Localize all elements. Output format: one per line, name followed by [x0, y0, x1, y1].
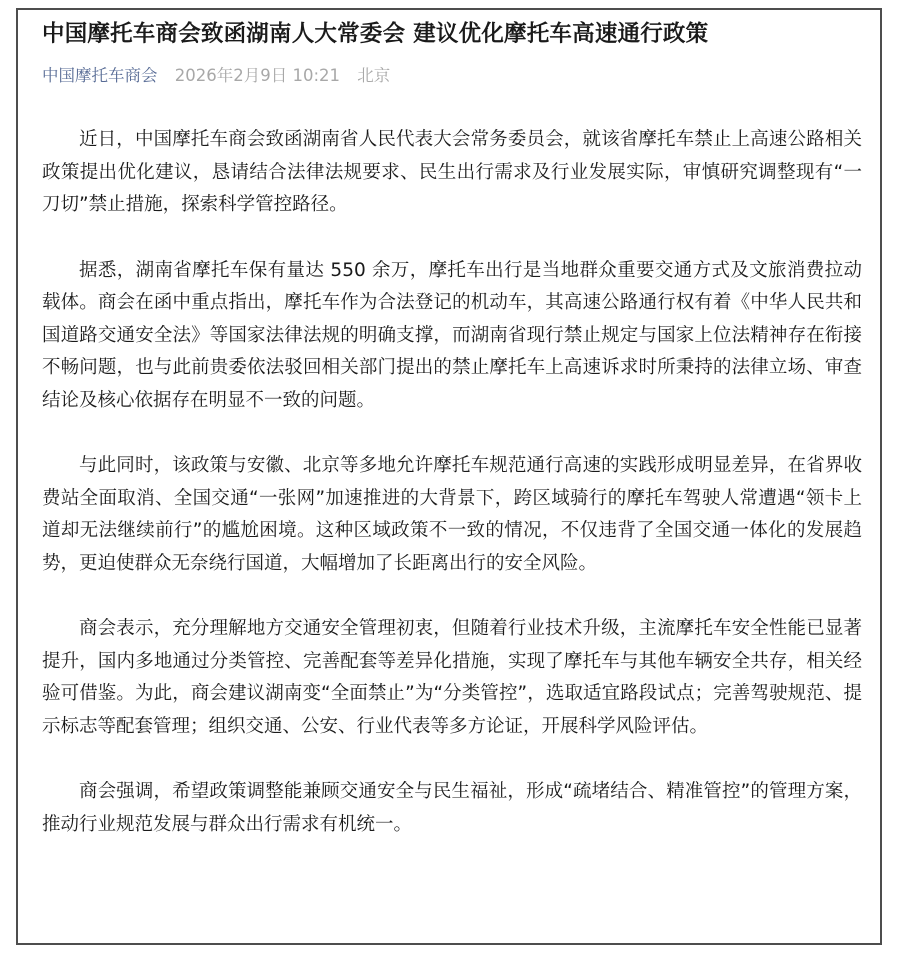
article-title: 中国摩托车商会致函湖南人大常委会 建议优化摩托车高速通行政策: [42, 21, 709, 47]
article-paragraph: 商会强调，希望政策调整能兼顾交通安全与民生福祉，形成“疏堵结合、精准管控”的管理方案，推动行业规范发展与群众出行需求有机统一。: [42, 781, 862, 835]
article-location: 北京: [357, 66, 391, 85]
article-meta: [42, 62, 862, 90]
article-paragraph: 商会表示，充分理解地方交通安全管理初衷，但随着行业技术升级，主流摩托车安全性能已显著提升，国内多地通过分类管控、完善配套等差异化措施，实现了摩托车与其他车辆安全共存，相关经验可借鉴。为此，商会建议湖南变“全面禁止”为“分类管控”，选取适宜路段试点；完善驾驶规范、提示标志等配套管理；组织交通、公安、行业代表等多方论证，开展科学风险评估。: [42, 618, 862, 737]
article-publish-time: 2026年2月9日 10:21: [174, 66, 341, 85]
article-frame: [16, 8, 882, 945]
article-paragraph: 近日，中国摩托车商会致函湖南省人民代表大会常务委员会，就该省摩托车禁止上高速公路相关政策提出优化建议，恳请结合法律法规要求、民生出行需求及行业发展实际，审慎研究调整现有“一刀切”禁止措施，探索科学管控路径。: [42, 129, 862, 215]
article-body: [42, 124, 862, 841]
article-source-link[interactable]: 中国摩托车商会: [42, 66, 158, 85]
article-paragraph: 与此同时，该政策与安徽、北京等多地允许摩托车规范通行高速的实践形成明显差异，在省界收费站全面取消、全国交通“一张网”加速推进的大背景下，跨区域骑行的摩托车驾驶人常遭遇“领卡上道却无法继续前行”的尴尬困境。这种区域政策不一致的情况，不仅违背了全国交通一体化的发展趋势，更迫使群众无奈绕行国道，大幅增加了长距离出行的安全风险。: [42, 455, 862, 574]
article-paragraph: 据悉，湖南省摩托车保有量达 550 余万，摩托车出行是当地群众重要交通方式及文旅消费拉动载体。商会在函中重点指出，摩托车作为合法登记的机动车，其高速公路通行权有着《中华人民共和国道路交通安全法》等国家法律法规的明确支撑，而湖南省现行禁止规定与国家上位法精神存在衔接不畅问题，也与此前贵委依法驳回相关部门提出的禁止摩托车上高速诉求时所秉持的法律立场、审查结论及核心依据存在明显不一致的问题。: [42, 259, 862, 411]
article: [42, 16, 862, 874]
